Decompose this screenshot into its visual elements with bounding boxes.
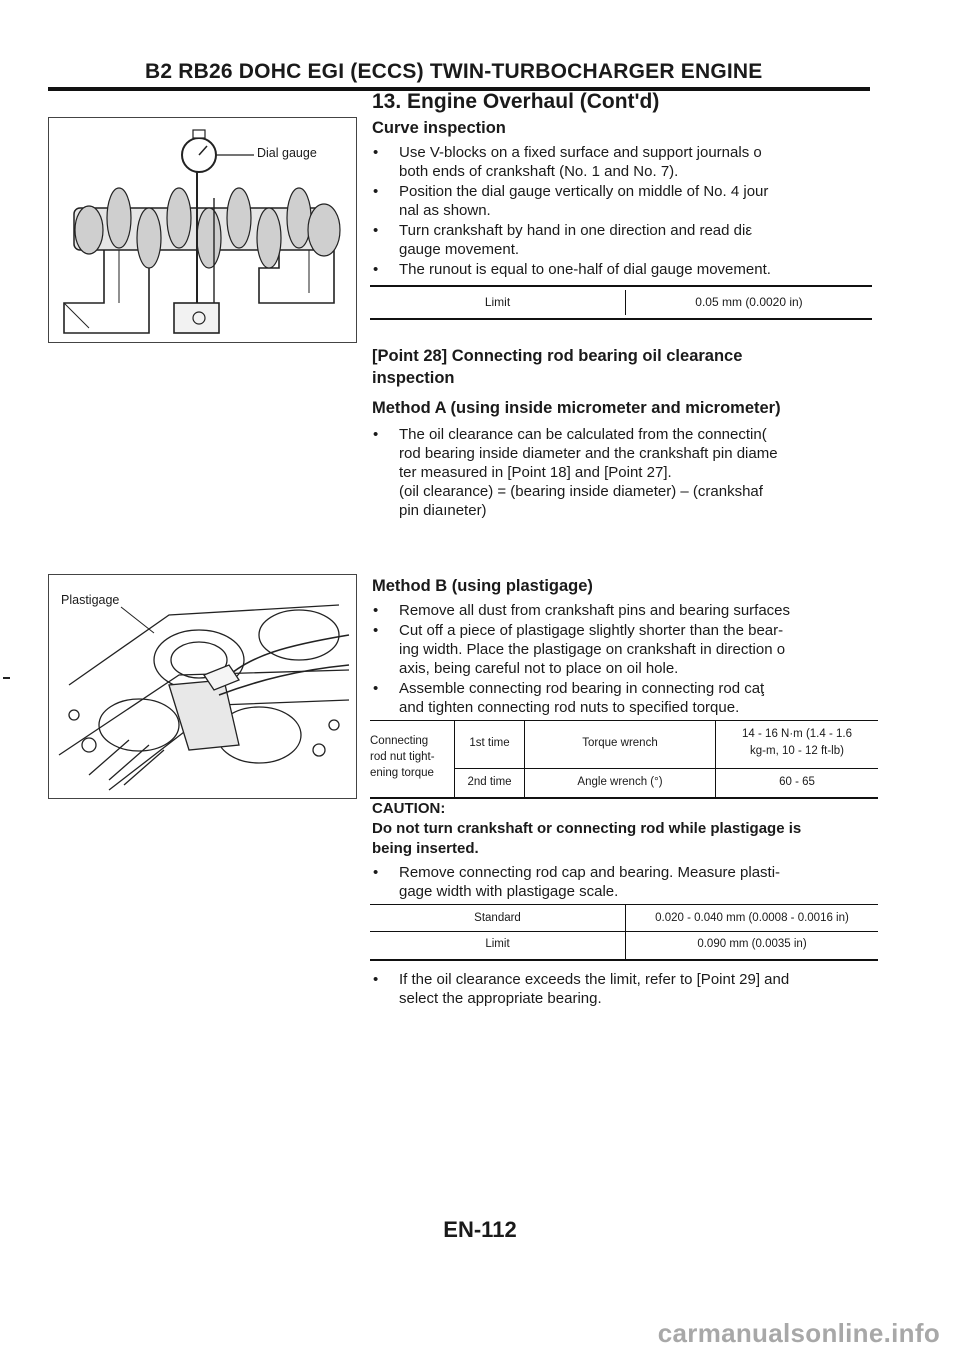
method-b-bullet-2: • Cut off a piece of plastigage slightly shorter than the bear- ing width. Place the plastigage on crankshaft in direction o axis, being careful not to place on oil hole.	[373, 622, 786, 677]
method-b-bullet-1-line-1: Remove all dust from crankshaft pins and bearing surfaces	[399, 602, 791, 619]
curve-bullet-3-line-2: gauge movement.	[399, 241, 520, 258]
method-b-heading: Method B (using plastigage)	[372, 577, 593, 595]
clearance-table	[370, 904, 878, 961]
curve-bullet-4: • The runout is equal to one-half of dial gauge movement.	[373, 261, 771, 278]
caution-label: CAUTION:	[372, 800, 446, 817]
plastigage-illustration	[49, 575, 356, 798]
document-header: B2 RB26 DOHC EGI (ECCS) TWIN-TURBOCHARGER ENGINE	[145, 60, 763, 83]
remove-cap-line-1: Remove connecting rod cap and bearing. Measure plasti-	[399, 864, 781, 881]
torque-first-value-1: 14 - 16 N·m (1.4 - 1.6	[742, 728, 852, 740]
curve-bullet-1: • Use V-blocks on a fixed surface and support journals o both ends of crankshaft (No. 1 and No. 7).	[373, 144, 762, 180]
torque-first-tool: Torque wrench	[582, 737, 658, 749]
clearance-standard-label: Standard	[474, 912, 521, 924]
method-b-bullet-2-line-1: Cut off a piece of plastigage slightly shorter than the bear-	[399, 622, 784, 639]
final-bullet: • If the oil clearance exceeds the limit, refer to [Point 29] and select the appropriate bearing.	[373, 971, 790, 1007]
caution-text-line1: Do not turn crankshaft or connecting rod while plastigage is	[372, 820, 802, 837]
torque-row-label-3: ening torque	[370, 767, 434, 779]
curve-bullet-2-line-2: nal as shown.	[399, 202, 491, 219]
method-b-bullet-2-line-2: ing width. Place the plastigage on crankshaft in direction o	[399, 641, 786, 658]
method-a-line-5: pin diaıneter)	[399, 502, 487, 519]
method-b-bullet-1: • Remove all dust from crankshaft pins and bearing surfaces	[373, 602, 791, 619]
torque-row-label-2: rod nut tight-	[370, 751, 435, 763]
method-b-bullet-2-line-3: axis, being careful not to place on oil hole.	[399, 660, 679, 677]
section-title: 13. Engine Overhaul (Cont'd)	[372, 90, 660, 113]
caution-text-line2: being inserted.	[372, 840, 479, 857]
clearance-limit-value: 0.090 mm (0.0035 in)	[697, 938, 807, 950]
method-a-line-4: (oil clearance) = (bearing inside diameter) – (crankshaf	[399, 483, 763, 500]
torque-second-value: 60 - 65	[779, 776, 815, 788]
curve-bullet-2-line-1: Position the dial gauge vertically on middle of No. 4 jour	[399, 183, 769, 200]
plastigage-figure	[48, 574, 357, 799]
dial-gauge-figure	[48, 117, 357, 343]
clearance-standard-value: 0.020 - 0.040 mm (0.0008 - 0.0016 in)	[655, 912, 849, 924]
curve-bullet-4-line-1: The runout is equal to one-half of dial gauge movement.	[399, 261, 771, 278]
final-line-2: select the appropriate bearing.	[399, 990, 602, 1007]
dial-gauge-label: Dial gauge	[257, 146, 317, 160]
curve-limit-value: 0.05 mm (0.0020 in)	[695, 295, 803, 309]
torque-second-step: 2nd time	[467, 776, 512, 788]
point28-heading-line1: [Point 28] Connecting rod bearing oil clearance	[372, 347, 743, 365]
page-number: EN-112	[443, 1217, 517, 1242]
final-line-1: If the oil clearance exceeds the limit, refer to [Point 29] and	[399, 971, 790, 988]
watermark: carmanualsonline.info	[657, 1318, 940, 1348]
curve-bullet-3-line-1: Turn crankshaft by hand in one direction and read diε	[399, 222, 753, 239]
method-b-bullet-3-line-2: and tighten connecting rod nuts to specified torque.	[399, 699, 740, 716]
method-b-bullet-3: • Assemble connecting rod bearing in connecting rod caţ and tighten connecting rod nuts to specified torque.	[373, 680, 765, 716]
method-a-line-2: rod bearing inside diameter and the crankshaft pin diame	[399, 445, 778, 462]
curve-limit-label: Limit	[484, 295, 511, 309]
curve-inspection-heading: Curve inspection	[372, 119, 506, 137]
method-a-line-1: The oil clearance can be calculated from the connectin(	[399, 426, 767, 443]
torque-first-value-2: kg-m, 10 - 12 ft-lb)	[750, 745, 844, 757]
method-a-heading: Method A (using inside micrometer and micrometer)	[372, 399, 781, 417]
remove-cap-line-2: gage width with plastigage scale.	[399, 883, 619, 900]
point28-heading-line2: inspection	[372, 369, 455, 387]
method-a-bullet: • The oil clearance can be calculated from the connectin( rod bearing inside diameter and the crankshaft pin diame ter measured in [Point 18] and [Point 27]. (oil clearance) = (bearing inside diameter) – (crankshaf pin diaıneter)	[373, 426, 778, 519]
curve-bullet-2: • Position the dial gauge vertically on middle of No. 4 jour nal as shown.	[373, 183, 769, 219]
margin-dash	[3, 677, 10, 679]
curve-bullet-1-line-2: both ends of crankshaft (No. 1 and No. 7).	[399, 163, 679, 180]
clearance-limit-label: Limit	[485, 938, 510, 950]
torque-second-tool: Angle wrench (°)	[577, 776, 663, 788]
plastigage-label: Plastigage	[61, 593, 120, 607]
method-a-line-3: ter measured in [Point 18] and [Point 27].	[399, 464, 672, 481]
method-b-bullet-3-line-1: Assemble connecting rod bearing in connecting rod caţ	[399, 680, 765, 697]
curve-limit-table	[370, 285, 872, 320]
torque-table	[370, 720, 878, 799]
remove-cap-bullet: • Remove connecting rod cap and bearing. Measure plasti- gage width with plastigage scale.	[373, 864, 781, 900]
torque-first-step: 1st time	[469, 737, 510, 749]
curve-bullet-1-line-1: Use V-blocks on a fixed surface and support journals o	[399, 144, 762, 161]
torque-row-label-1: Connecting	[370, 735, 429, 747]
curve-bullet-3: • Turn crankshaft by hand in one direction and read diε gauge movement.	[373, 222, 753, 258]
